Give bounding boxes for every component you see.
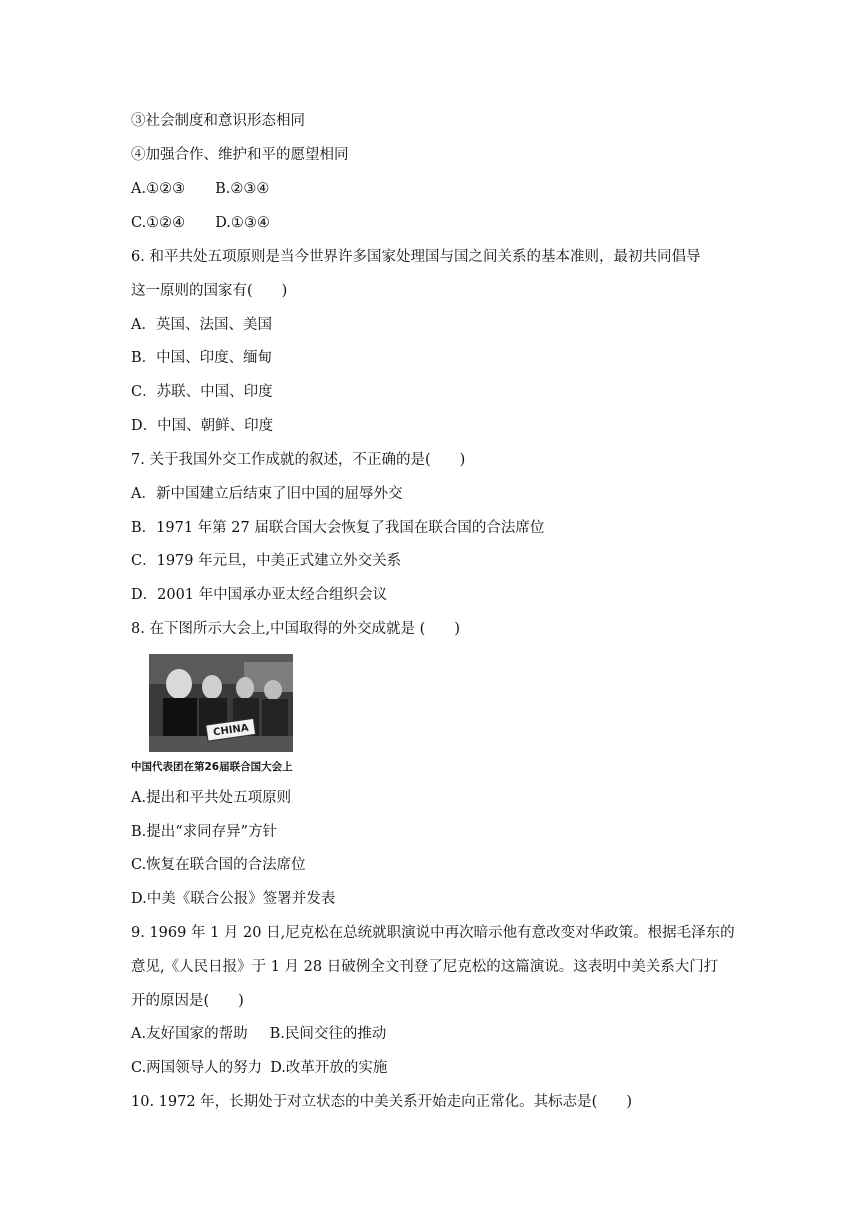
q8-option-b: B.提出“求同存异”方针 — [131, 824, 278, 840]
q5-option-c: C.①②④ — [131, 215, 186, 231]
q9-stem-line-3: 开的原因是( ) — [131, 993, 244, 1009]
q5-option-d: D.①③④ — [215, 215, 270, 231]
q7-stem: 7. 关于我国外交工作成就的叙述，不正确的是( ) — [131, 452, 466, 468]
q5-options-row-2 — [131, 213, 270, 233]
q7-option-c: C．1979 年元旦，中美正式建立外交关系 — [131, 553, 402, 569]
q8-option-a: A.提出和平共处五项原则 — [131, 790, 292, 806]
china-nameplate: CHINA — [212, 722, 250, 739]
q8-option-d: D.中美《联合公报》签署并发表 — [131, 891, 336, 907]
photo-caption: 中国代表团在第26届联合国大会上 — [131, 761, 293, 773]
q5-options-row-1 — [131, 179, 269, 199]
q6-option-a: A．英国、法国、美国 — [131, 317, 272, 333]
q7-option-b: B．1971 年第 27 届联合国大会恢复了我国在联合国的合法席位 — [131, 520, 545, 536]
q9-option-c: C.两国领导人的努力 — [131, 1060, 263, 1076]
q8-option-c: C.恢复在联合国的合法席位 — [131, 857, 306, 873]
q6-stem-line-2: 这一原则的国家有( ) — [131, 283, 288, 299]
q6-option-c: C．苏联、中国、印度 — [131, 384, 273, 400]
q7-option-d: D．2001 年中国承办亚太经合组织会议 — [131, 587, 388, 603]
q9-stem-line-1: 9. 1969 年 1 月 20 日,尼克松在总统就职演说中再次暗示他有意改变对华政策。根据毛泽东的 — [131, 925, 735, 941]
q6-option-d: D．中国、朝鲜、印度 — [131, 418, 274, 434]
q8-stem: 8. 在下图所示大会上,中国取得的外交成就是 ( ) — [131, 621, 460, 637]
q9-option-b: B.民间交往的推动 — [269, 1026, 387, 1042]
q9-options-row-1 — [131, 1024, 386, 1044]
q9-stem-line-2: 意见,《人民日报》于 1 月 28 日破例全文刊登了尼克松的这篇演说。这表明中美关系大门打 — [131, 959, 719, 975]
q6-stem-line-1: 6. 和平共处五项原则是当今世界许多国家处理国与国之间关系的基本准则，最初共同倡导 — [131, 249, 701, 265]
q9-options-row-2 — [131, 1058, 387, 1078]
q5-statement-4: ④加强合作、维护和平的愿望相同 — [131, 147, 349, 163]
q5-option-a: A.①②③ — [131, 181, 186, 197]
q9-option-a: A.友好国家的帮助 — [131, 1026, 248, 1042]
q7-option-a: A．新中国建立后结束了旧中国的屈辱外交 — [131, 486, 403, 502]
q5-statement-3: ③社会制度和意识形态相同 — [131, 113, 305, 129]
q10-stem: 10. 1972 年，长期处于对立状态的中美关系开始走向正常化。其标志是( ) — [131, 1094, 632, 1110]
q5-option-b: B.②③④ — [215, 181, 270, 197]
q9-option-d: D.改革开放的实施 — [270, 1060, 388, 1076]
un-assembly-photo — [149, 654, 293, 752]
q6-option-b: B．中国、印度、缅甸 — [131, 350, 273, 366]
